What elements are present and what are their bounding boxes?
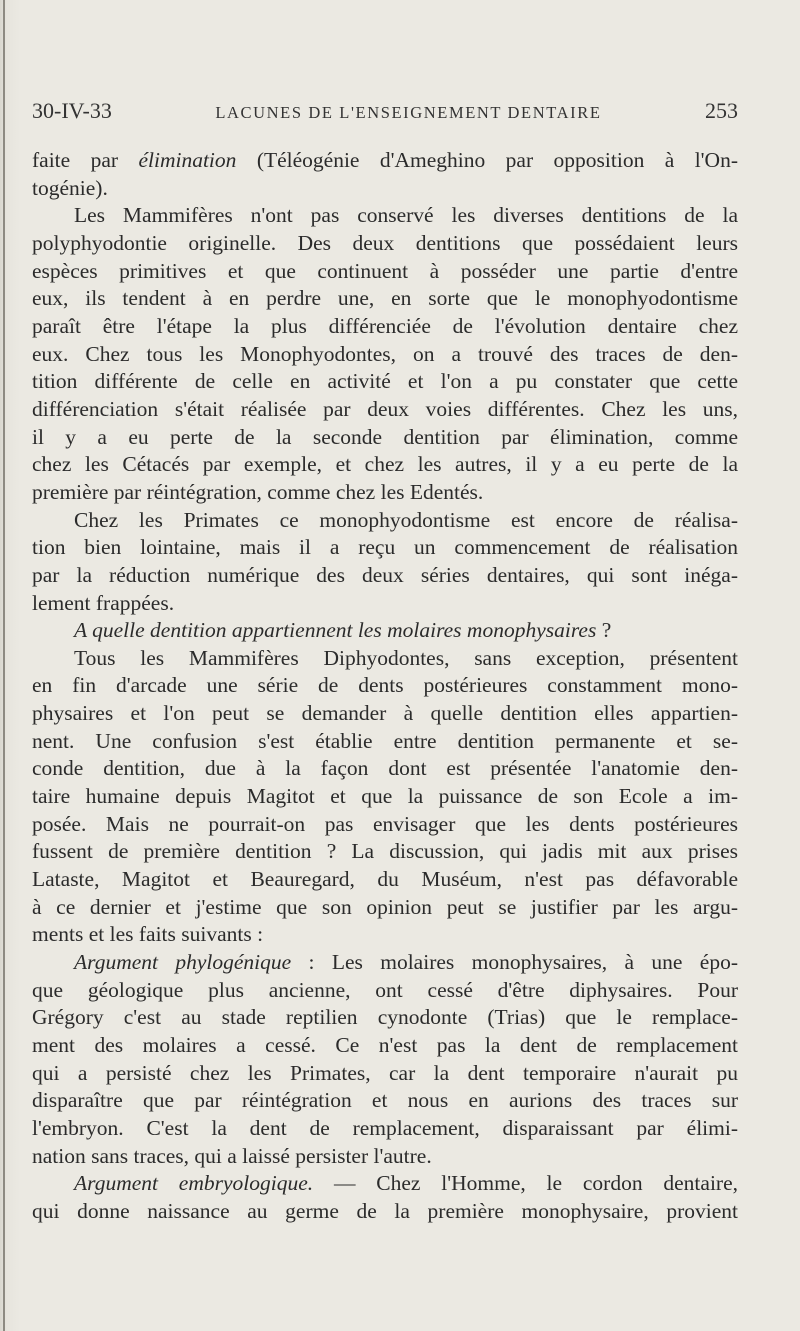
text-line: [32, 534, 738, 562]
text-segment: physaires et l'on peut se demander à quelle dentition elles appartien-: [32, 701, 738, 726]
italic-text: élimination: [138, 148, 237, 172]
text-line: [32, 1115, 738, 1143]
text-line: [32, 700, 738, 728]
running-header: [32, 98, 738, 130]
text-line: [32, 645, 738, 673]
text-line: [32, 285, 738, 313]
text-line: [32, 147, 738, 175]
text-line: [32, 479, 738, 507]
text-segment: il y a eu perte de la seconde dentition par élimination, comme: [32, 424, 738, 449]
italic-text: A quelle dentition appartiennent les molaires monophysaires: [74, 618, 597, 643]
text-segment: polyphyodontie originelle. Des deux dentitions que possédaient leurs: [32, 230, 738, 255]
text-segment: ment des molaires a cessé. Ce n'est pas la dent de remplacement: [32, 1033, 738, 1057]
text-line: [32, 507, 738, 535]
text-segment: paraît être l'étape la plus différenciée de l'évolution dentaire chez: [32, 313, 738, 338]
text-line: [32, 894, 738, 922]
text-segment: que géologique plus ancienne, ont cessé d'être diphysaires. Pour: [32, 977, 738, 1002]
text-segment: en fin d'arcade une série de dents postérieures constamment mono-: [32, 673, 738, 698]
text-segment: — Chez l'Homme, le cordon dentaire,: [313, 1171, 738, 1196]
text-segment: tion bien lointaine, mais il a reçu un commencement de réalisation: [32, 535, 738, 560]
text-line: [32, 341, 738, 369]
text-segment: nent. Une confusion s'est établie entre dentition permanente et se-: [32, 728, 738, 753]
text-line: [32, 202, 738, 230]
text-line: [32, 562, 738, 590]
text-line: [32, 451, 738, 479]
text-line: [32, 258, 738, 286]
text-line: [32, 368, 738, 396]
text-line: [32, 1198, 738, 1226]
text-segment: par la réduction numérique des deux séries dentaires, qui sont inéga-: [32, 562, 738, 587]
text-segment: togénie).: [32, 175, 108, 200]
italic-text: Argument phylogénique: [74, 950, 292, 975]
text-segment: taire humaine depuis Magitot et que la puissance de son Ecole a im-: [32, 784, 738, 809]
binding-edge: [3, 0, 5, 1331]
text-segment: qui donne naissance au germe de la première monophysaire, provient: [32, 1198, 738, 1223]
text-line: [32, 424, 738, 452]
text-segment: qui a persisté chez les Primates, car la dent temporaire n'aurait pu: [32, 1060, 738, 1085]
page-number: 253: [704, 98, 738, 123]
text-line: [32, 1004, 738, 1032]
text-line: [32, 590, 738, 618]
text-line: [32, 755, 738, 783]
text-segment: tition différente de celle en activité et l'on a pu constater que cette: [32, 369, 738, 394]
text-line: [32, 921, 738, 949]
text-line: [32, 949, 738, 977]
text-line: [32, 313, 738, 341]
text-segment: Lataste, Magitot et Beauregard, du Muséum, n'est pas défavorable: [32, 867, 738, 892]
text-line: [32, 783, 738, 811]
text-segment: Les Mammifères n'ont pas conservé les diverses dentitions de la: [74, 203, 738, 228]
text-line: [32, 977, 738, 1005]
text-line: [32, 1032, 738, 1060]
text-line: [32, 617, 738, 645]
text-segment: Chez les Primates ce monophyodontisme est encore de réalisa-: [74, 507, 738, 532]
text-segment: première par réintégration, comme chez les Edentés.: [32, 479, 484, 504]
text-line: [32, 230, 738, 258]
text-line: [32, 838, 738, 866]
text-segment: fussent de première dentition ? La discussion, qui jadis mit aux prises: [32, 839, 738, 864]
text-segment: Grégory c'est au stade reptilien cynodonte (Trias) que le remplace-: [32, 1005, 738, 1030]
header-date: 30-IV-33: [32, 98, 112, 123]
text-segment: chez les Cétacés par exemple, et chez les autres, il y a eu perte de la: [32, 452, 738, 477]
text-segment: disparaître que par réintégration et nous en aurions des traces sur: [32, 1088, 738, 1113]
text-segment: ments et les faits suivants :: [32, 922, 264, 947]
text-segment: lement frappées.: [32, 590, 175, 615]
body-text: [32, 147, 738, 1226]
text-line: [32, 1170, 738, 1198]
text-segment: : Les molaires monophysaires, à une épo-: [291, 950, 738, 975]
text-segment: posée. Mais ne pourrait-on pas envisager que les dents postérieures: [32, 811, 738, 836]
text-segment: ?: [596, 618, 612, 643]
text-segment: (Téléogénie d'Ameghino par opposition à l'On-: [236, 148, 738, 172]
text-line: [32, 866, 738, 894]
text-line: [32, 1143, 738, 1171]
italic-text: Argument embryologique.: [74, 1171, 314, 1196]
text-segment: eux, ils tendent à en perdre une, en sorte que le monophyodontisme: [32, 286, 738, 311]
text-line: [32, 396, 738, 424]
text-line: [32, 672, 738, 700]
text-segment: eux. Chez tous les Monophyodontes, on a trouvé des traces de den-: [32, 341, 738, 366]
text-line: [32, 728, 738, 756]
text-segment: Tous les Mammifères Diphyodontes, sans exception, présentent: [74, 645, 738, 670]
text-segment: conde dentition, due à la façon dont est présentée l'anatomie den-: [32, 756, 738, 781]
text-segment: l'embryon. C'est la dent de remplacement, disparaissant par élimi-: [32, 1115, 738, 1140]
text-line: [32, 175, 738, 203]
text-line: [32, 1060, 738, 1088]
text-segment: à ce dernier et j'estime que son opinion peut se justifier par les argu-: [32, 894, 738, 919]
text-segment: faite par: [32, 148, 139, 172]
text-segment: nation sans traces, qui a laissé persister l'autre.: [32, 1143, 432, 1168]
text-segment: espèces primitives et que continuent à posséder une partie d'entre: [32, 258, 738, 283]
text-line: [32, 811, 738, 839]
running-title: LACUNES DE L'ENSEIGNEMENT DENTAIRE: [215, 103, 602, 122]
text-segment: différenciation s'était réalisée par deux voies différentes. Chez les uns,: [32, 396, 738, 421]
text-line: [32, 1087, 738, 1115]
